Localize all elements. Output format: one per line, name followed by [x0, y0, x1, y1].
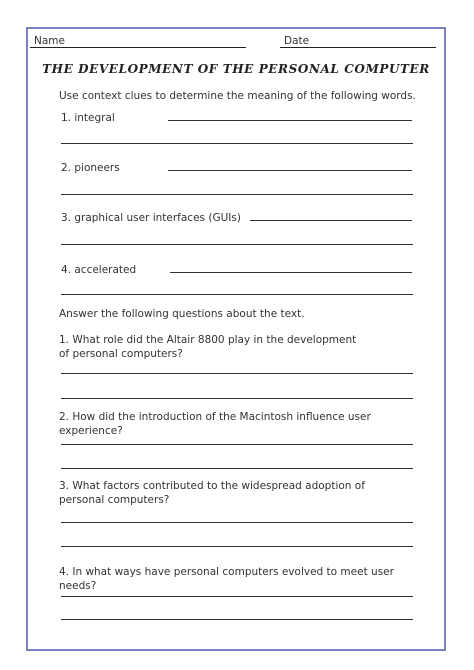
- date-label: Date: [284, 35, 310, 47]
- answer-line[interactable]: [61, 244, 413, 245]
- vocab-item-2: 2. pioneers: [61, 162, 120, 174]
- answer-line[interactable]: [61, 194, 413, 195]
- date-line[interactable]: [280, 47, 436, 48]
- answer-line[interactable]: [61, 619, 413, 620]
- answer-line[interactable]: [61, 596, 413, 597]
- vocab-item-4: 4. accelerated: [61, 264, 137, 276]
- name-line[interactable]: [30, 47, 246, 48]
- vocab-instructions: Use context clues to determine the meaning of the following words.: [59, 90, 416, 102]
- vocab-item-1: 1. integral: [61, 112, 115, 124]
- question-1: 1. What role did the Altair 8800 play in the development of personal computers?: [59, 334, 357, 360]
- answer-line[interactable]: [61, 468, 413, 469]
- question-2: 2. How did the introduction of the Macintosh influence user experience?: [59, 411, 371, 437]
- answer-line[interactable]: [61, 546, 413, 547]
- answer-line[interactable]: [61, 444, 413, 445]
- answer-line[interactable]: [168, 120, 412, 121]
- page-title: THE DEVELOPMENT OF THE PERSONAL COMPUTER: [42, 62, 430, 76]
- answer-line[interactable]: [61, 398, 413, 399]
- answer-line[interactable]: [61, 143, 413, 144]
- questions-instructions: Answer the following questions about the text.: [59, 308, 305, 320]
- question-3: 3. What factors contributed to the widespread adoption of personal computers?: [59, 480, 365, 506]
- question-4: 4. In what ways have personal computers evolved to meet user needs?: [59, 566, 394, 592]
- answer-line[interactable]: [168, 170, 412, 171]
- answer-line[interactable]: [61, 522, 413, 523]
- answer-line[interactable]: [170, 272, 412, 273]
- answer-line[interactable]: [61, 294, 413, 295]
- name-label: Name: [34, 35, 65, 47]
- answer-line[interactable]: [61, 373, 413, 374]
- vocab-item-3: 3. graphical user interfaces (GUIs): [61, 212, 241, 224]
- answer-line[interactable]: [250, 220, 412, 221]
